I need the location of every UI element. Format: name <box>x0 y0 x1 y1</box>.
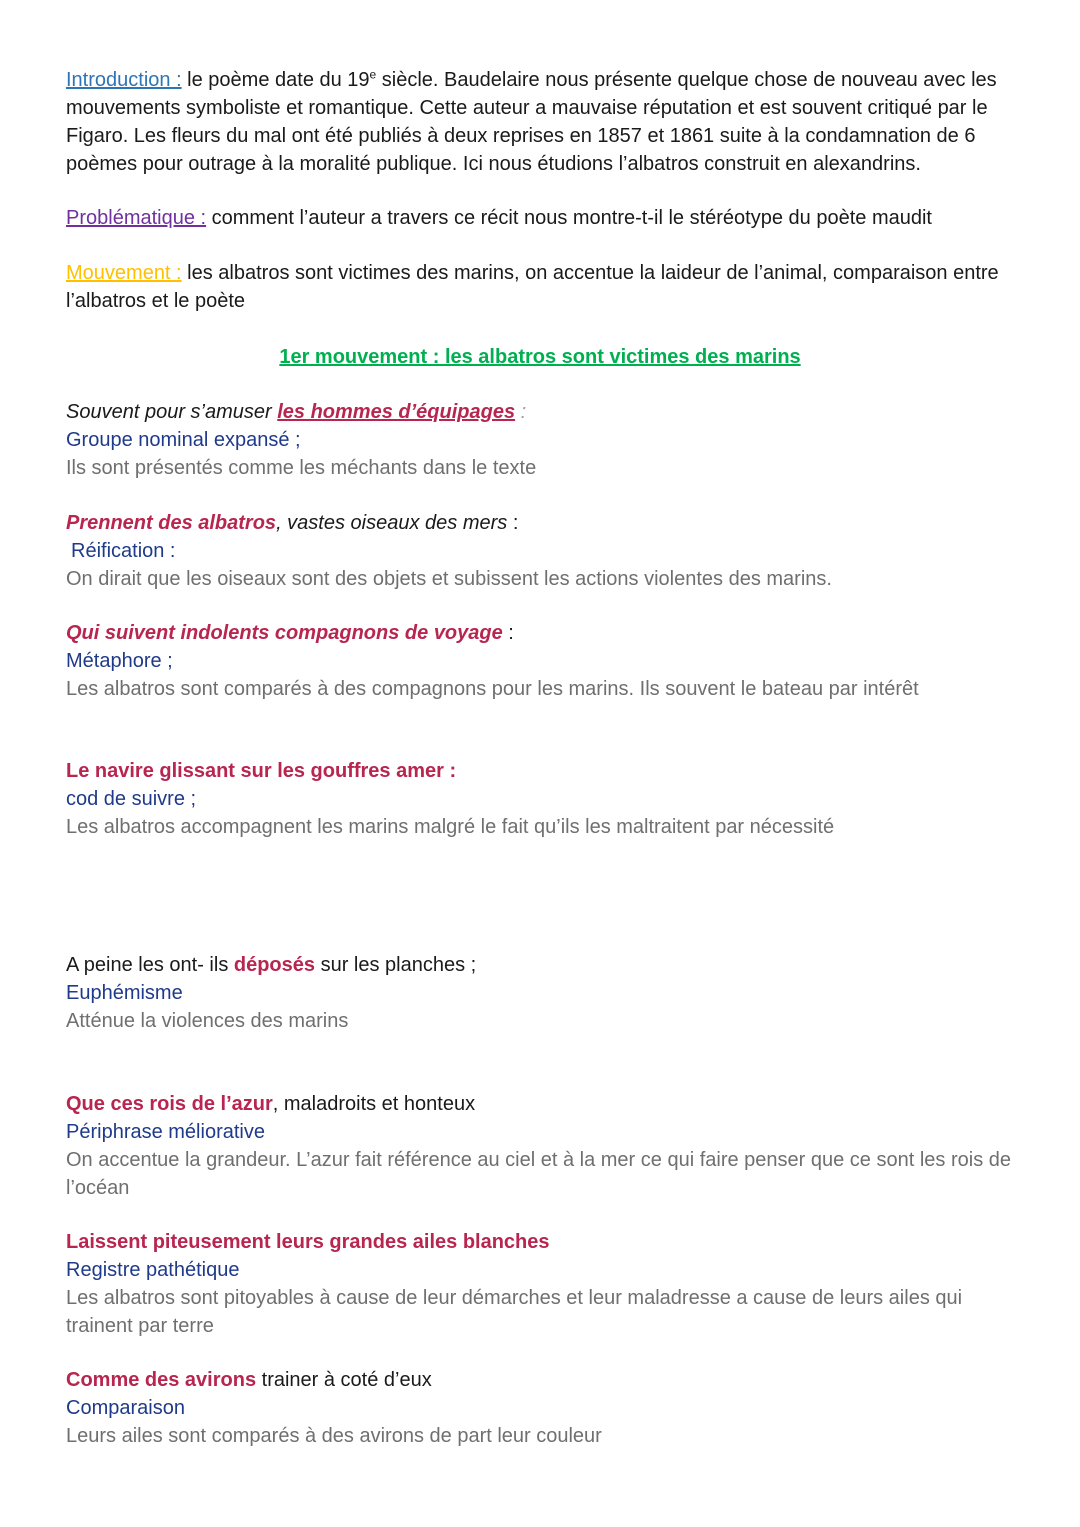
analysis-entry-7 <box>66 1228 1016 1340</box>
mouvement-label: Mouvement : <box>66 262 182 284</box>
explanation: Les albatros accompagnent les marins malgré le fait qu’ils les maltraitent par nécessité <box>66 816 835 838</box>
quote-text: , maladroits et honteux <box>272 1093 476 1115</box>
explanation: Ils sont présentés comme les méchants dans le texte <box>66 457 537 479</box>
explanation: Les albatros sont pitoyables à cause de leur démarches et leur maladresse a cause de leurs ailes qui trainent par terre <box>66 1287 963 1337</box>
quote-text: , vastes oiseaux des mers <box>276 512 508 534</box>
quote-colon: : <box>507 512 519 534</box>
quote-highlight: déposés <box>233 954 316 976</box>
introduction-text-start: le poème date du 19 <box>181 69 370 91</box>
figure-of-speech: Comparaison <box>66 1397 185 1419</box>
explanation: Les albatros sont comparés à des compagnons pour les marins. Ils souvent le bateau par intérêt <box>66 678 919 700</box>
quote-line <box>66 951 1016 979</box>
quote-highlight: Le navire glissant sur les gouffres amer : <box>66 760 457 782</box>
quote-text: trainer à coté d’eux <box>256 1369 432 1391</box>
introduction-paragraph <box>66 66 1016 178</box>
quote-highlight: les hommes d’équipages <box>277 401 516 423</box>
analysis-entry-8 <box>66 1366 1016 1450</box>
figure-of-speech: Périphrase méliorative <box>66 1121 265 1143</box>
quote-colon: : <box>502 622 514 644</box>
quote-line <box>66 398 1016 426</box>
quote-text: Souvent pour s’amuser <box>66 401 278 423</box>
analysis-entry-2 <box>66 509 1016 593</box>
quote-highlight: Que ces rois de l’azur <box>66 1093 273 1115</box>
quote-line <box>66 1366 1016 1394</box>
analysis-entry-4 <box>66 757 1016 841</box>
quote-highlight: Qui suivent indolents compagnons de voyage <box>66 622 503 644</box>
explanation: Leurs ailes sont comparés à des avirons de part leur couleur <box>66 1425 602 1447</box>
quote-highlight: Comme des avirons <box>66 1369 257 1391</box>
analysis-entry-1 <box>66 398 1016 482</box>
introduction-label: Introduction : <box>66 69 182 91</box>
explanation: On dirait que les oiseaux sont des objets et subissent les actions violentes des marins. <box>66 568 832 590</box>
quote-colon: : <box>515 401 527 423</box>
quote-text: sur les planches ; <box>315 954 477 976</box>
mouvement-text: les albatros sont victimes des marins, on accentue la laideur de l’animal, comparaison entre l’albatros et le poète <box>66 262 999 312</box>
mouvement-paragraph <box>66 259 1016 315</box>
figure-of-speech: Réification : <box>71 540 176 562</box>
figure-of-speech: Euphémisme <box>66 982 183 1004</box>
figure-of-speech: Métaphore ; <box>66 650 173 672</box>
quote-highlight: Laissent piteusement leurs grandes ailes blanches <box>66 1231 550 1253</box>
introduction-text-end: siècle. Baudelaire nous présente quelque chose de nouveau avec les mouvements symboliste et romantique. Cette auteur a mauvaise réputation et est souvent critiqué par le Figaro. Les fleurs du mal ont été publiés à deux reprises en 1857 et 1861 suite à la condamnation de 6 poèmes pour outrage à la moralité publique. Ici nous étudions l’albatros construit en alexandrins. <box>66 69 997 175</box>
analysis-entry-3 <box>66 619 1016 703</box>
century-superscript: e <box>369 67 377 82</box>
explanation: Atténue la violences des marins <box>66 1010 349 1032</box>
figure-of-speech: Registre pathétique <box>66 1259 240 1281</box>
quote-line <box>66 509 1016 537</box>
problematique-text: comment l’auteur a travers ce récit nous montre-t-il le stéréotype du poète maudit <box>206 207 932 229</box>
quote-line <box>66 1090 1016 1118</box>
analysis-entry-6 <box>66 1090 1016 1202</box>
section-title: 1er mouvement : les albatros sont victimes des marins <box>279 346 801 368</box>
figure-of-speech: cod de suivre ; <box>66 788 197 810</box>
figure-of-speech: Groupe nominal expansé ; <box>66 429 301 451</box>
analysis-entry-5 <box>66 951 1016 1035</box>
quote-line <box>66 619 1016 647</box>
quote-text: A peine les ont- ils <box>66 954 234 976</box>
explanation: On accentue la grandeur. L’azur fait référence au ciel et à la mer ce qui faire penser que ce sont les rois de l’océan <box>66 1149 1011 1199</box>
problematique-paragraph <box>66 204 1016 232</box>
problematique-label: Problématique : <box>66 207 207 229</box>
quote-highlight: Prennent des albatros <box>66 512 277 534</box>
